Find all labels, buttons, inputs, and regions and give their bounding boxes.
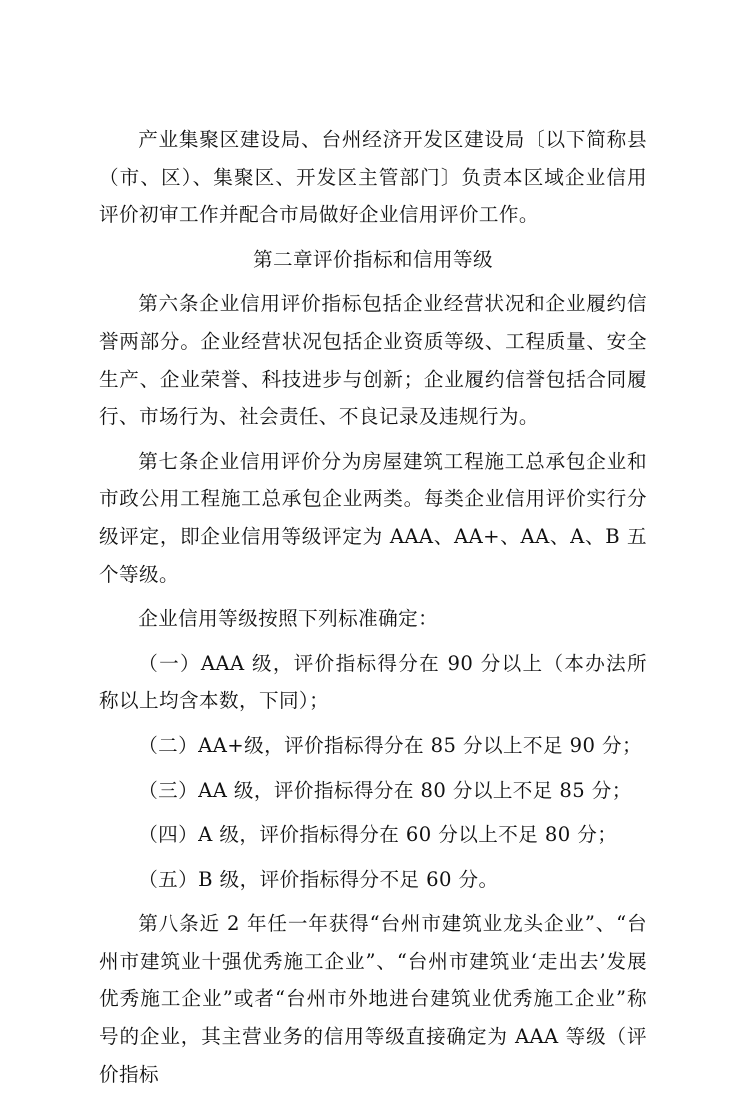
article-8-paragraph: 第八条近 2 年任一年获得“台州市建筑业龙头企业”、“台州市建筑业十强优秀施工企业”、“台州市建筑业‘走出去’发展优秀施工企业”或者“台州市外地进台建筑业优秀施工企业”称号的企业，其主营业务的信用等级直接确定为 AAA 等级（评价指标 <box>99 912 647 1086</box>
grade-item-a: （四）A 级，评价指标得分在 60 分以上不足 80 分； <box>138 823 618 847</box>
grade-item-aa-plus: （二）AA+级，评价指标得分在 85 分以上不足 90 分； <box>138 733 642 757</box>
grade-standard-intro: 企业信用等级按照下列标准确定： <box>138 607 439 631</box>
document-body <box>99 121 647 1093</box>
article-7-paragraph: 第七条企业信用评价分为房屋建筑工程施工总承包企业和市政公用工程施工总承包企业两类。每类企业信用评价实行分级评定，即企业信用等级评定为 AAA、AA+、AA、A、B 五个等级。 <box>99 449 647 586</box>
grade-item-b: （五）B 级，评价指标得分不足 60 分。 <box>138 867 499 891</box>
article-6-paragraph: 第六条企业信用评价指标包括企业经营状况和企业履约信誉两部分。企业经营状况包括企业资质等级、工程质量、安全生产、企业荣誉、科技进步与创新；企业履约信誉包括合同履行、市场行为、社会责任、不良记录及违规行为。 <box>99 292 647 429</box>
grade-item-aaa: （一）AAA 级，评价指标得分在 90 分以上（本办法所称以上均含本数，下同）； <box>99 651 647 713</box>
grade-item-aa: （三）AA 级，评价指标得分在 80 分以上不足 85 分； <box>138 778 632 802</box>
chapter-heading: 第二章评价指标和信用等级 <box>253 247 493 271</box>
paragraph-responsibility: 产业集聚区建设局、台州经济开发区建设局〔以下简称县（市、区）、集聚区、开发区主管部门〕负责本区域企业信用评价初审工作并配合市局做好企业信用评价工作。 <box>99 128 647 227</box>
